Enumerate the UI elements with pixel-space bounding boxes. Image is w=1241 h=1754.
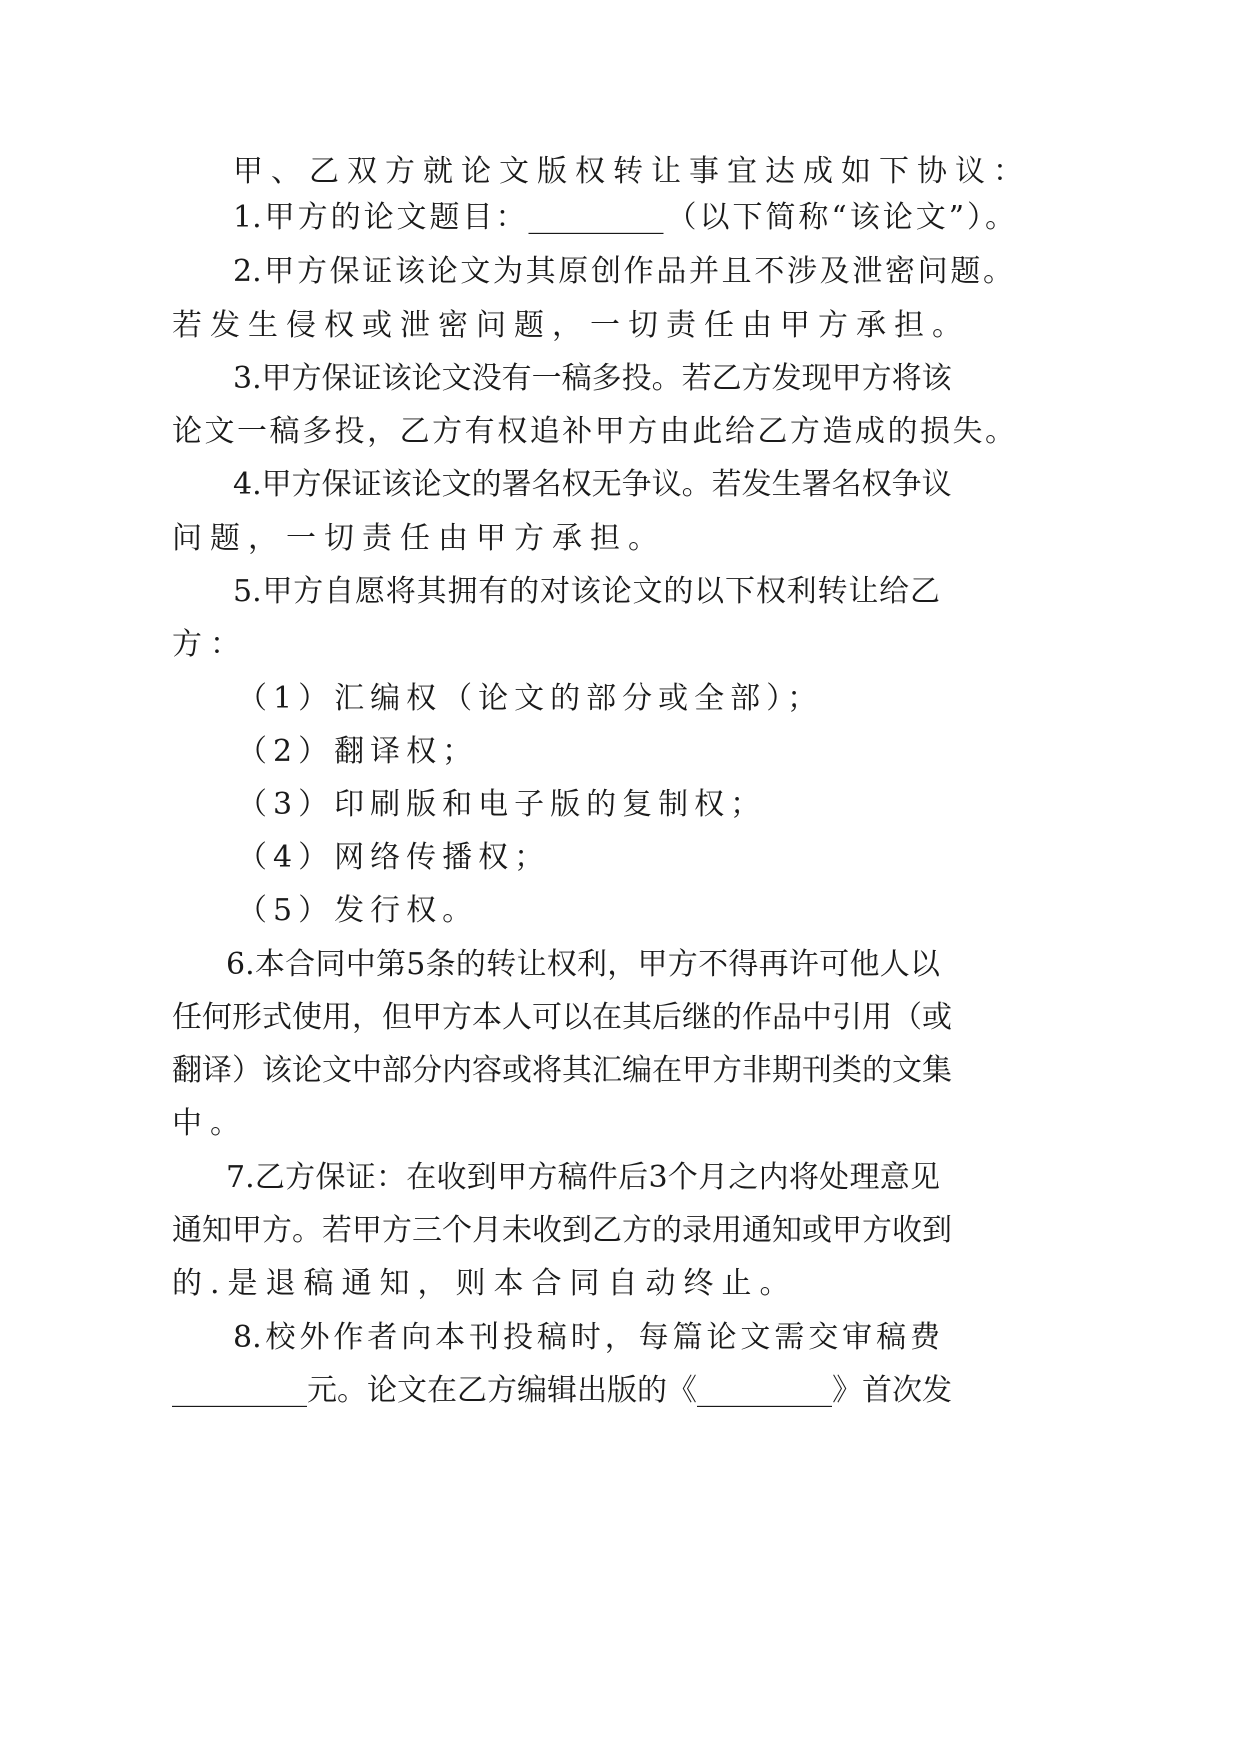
clause-4-line-1: 4.甲方保证该论文的署名权无争议。若发生署名权争议 xyxy=(233,467,952,502)
clause-7-line-2: 通知甲方。若甲方三个月未收到乙方的录用通知或甲方收到 xyxy=(172,1213,952,1248)
clause-4-line-2: 问题，一切责任由甲方承担。 xyxy=(172,521,666,556)
right-item-2: （2）翻译权； xyxy=(237,734,479,769)
clause-6-line-2: 任何形式使用，但甲方本人可以在其后继的作品中引用（或 xyxy=(172,1000,952,1035)
right-item-5: （5）发行权。 xyxy=(237,893,479,928)
right-item-1: （1）汇编权（论文的部分或全部）； xyxy=(237,681,824,716)
right-item-3: （3）印刷版和电子版的复制权； xyxy=(237,787,767,822)
clause-8-line-2: _________元。论文在乙方编辑出版的《_________》首次发 xyxy=(172,1373,952,1408)
clause-5-line-2: 方： xyxy=(172,627,248,662)
clause-6-line-1: 6.本合同中第5条的转让权利，甲方不得再许可他人以 xyxy=(226,947,940,982)
clause-7-line-1: 7.乙方保证：在收到甲方稿件后3个月之内将处理意见 xyxy=(226,1160,940,1195)
clause-2-line-1: 2.甲方保证该论文为其原创作品并且不涉及泄密问题。 xyxy=(233,254,1013,289)
clause-6-line-3: 翻译）该论文中部分内容或将其汇编在甲方非期刊类的文集 xyxy=(172,1053,952,1088)
right-item-4: （4）网络传播权； xyxy=(237,840,551,875)
intro-line: 甲、乙双方就论文版权转让事宜达成如下协议： xyxy=(233,154,1031,189)
clause-2-line-2: 若发生侵权或泄密问题，一切责任由甲方承担。 xyxy=(172,308,970,343)
clause-6-line-4: 中。 xyxy=(172,1106,248,1141)
clause-3-line-2: 论文一稿多投，乙方有权追补甲方由此给乙方造成的损失。 xyxy=(172,414,1015,449)
clause-7-line-3: 的.是退稿通知，则本合同自动终止。 xyxy=(172,1266,798,1301)
clause-5-line-1: 5.甲方自愿将其拥有的对该论文的以下权利转让给乙 xyxy=(233,574,940,609)
clause-1-line: 1.甲方的论文题目：_________（以下简称“该论文”）。 xyxy=(233,200,1015,235)
clause-8-line-1: 8.校外作者向本刊投稿时，每篇论文需交审稿费 xyxy=(233,1320,940,1355)
clause-3-line-1: 3.甲方保证该论文没有一稿多投。若乙方发现甲方将该 xyxy=(233,361,952,396)
